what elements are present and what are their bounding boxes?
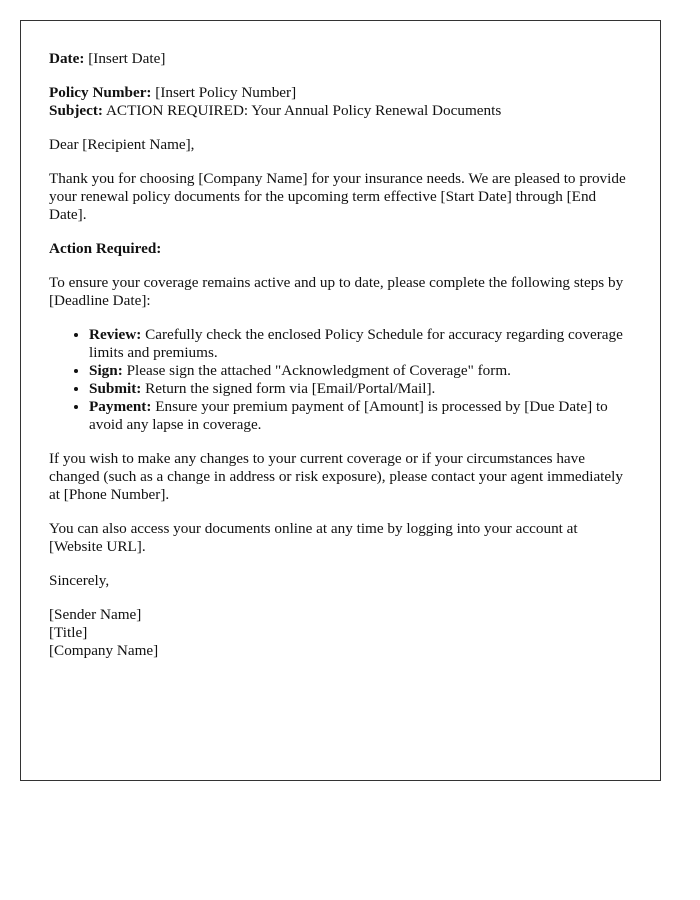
date-label: Date: <box>49 50 85 67</box>
subject-value: ACTION REQUIRED: Your Annual Policy Renewal Documents <box>105 102 502 119</box>
action-heading: Action Required: <box>49 240 162 257</box>
online-paragraph: You can also access your documents online at any time by logging into your account at [Website URL]. <box>49 520 578 555</box>
letter-document <box>20 20 661 781</box>
sender-company: [Company Name] <box>49 642 159 659</box>
step-text: Return the signed form via [Email/Portal/Mail]. <box>145 380 436 397</box>
step-sign <box>89 362 632 380</box>
step-label: Review: <box>89 326 142 343</box>
step-payment <box>89 398 632 434</box>
step-label: Submit: <box>89 380 142 397</box>
action-intro: To ensure your coverage remains active and up to date, please complete the following steps by [Deadline Date]: <box>49 274 624 309</box>
signature-block <box>49 606 632 660</box>
sender-name: [Sender Name] <box>49 606 142 623</box>
changes-paragraph: If you wish to make any changes to your current coverage or if your circumstances have changed (such as a change in address or risk exposure), please contact your agent immediately at [Phone Number]. <box>49 450 623 503</box>
date-value: [Insert Date] <box>88 50 166 67</box>
sender-title: [Title] <box>49 624 88 641</box>
step-text: Please sign the attached "Acknowledgment of Coverage" form. <box>126 362 511 379</box>
step-text: Carefully check the enclosed Policy Schedule for accuracy regarding coverage limits and premiums. <box>89 326 623 361</box>
steps-list <box>49 326 632 434</box>
step-text: Ensure your premium payment of [Amount] is processed by [Due Date] to avoid any lapse in coverage. <box>89 398 608 433</box>
step-label: Sign: <box>89 362 123 379</box>
policy-value: [Insert Policy Number] <box>155 84 297 101</box>
salutation: Dear [Recipient Name], <box>49 136 195 153</box>
date-line <box>49 50 632 68</box>
closing: Sincerely, <box>49 572 110 589</box>
policy-label: Policy Number: <box>49 84 152 101</box>
intro-paragraph: Thank you for choosing [Company Name] for your insurance needs. We are pleased to provide your renewal policy documents for the upcoming term effective [Start Date] through [End Date]. <box>49 170 626 223</box>
step-submit <box>89 380 632 398</box>
policy-subject-block <box>49 84 632 120</box>
step-label: Payment: <box>89 398 152 415</box>
step-review <box>89 326 632 362</box>
subject-label: Subject: <box>49 102 103 119</box>
